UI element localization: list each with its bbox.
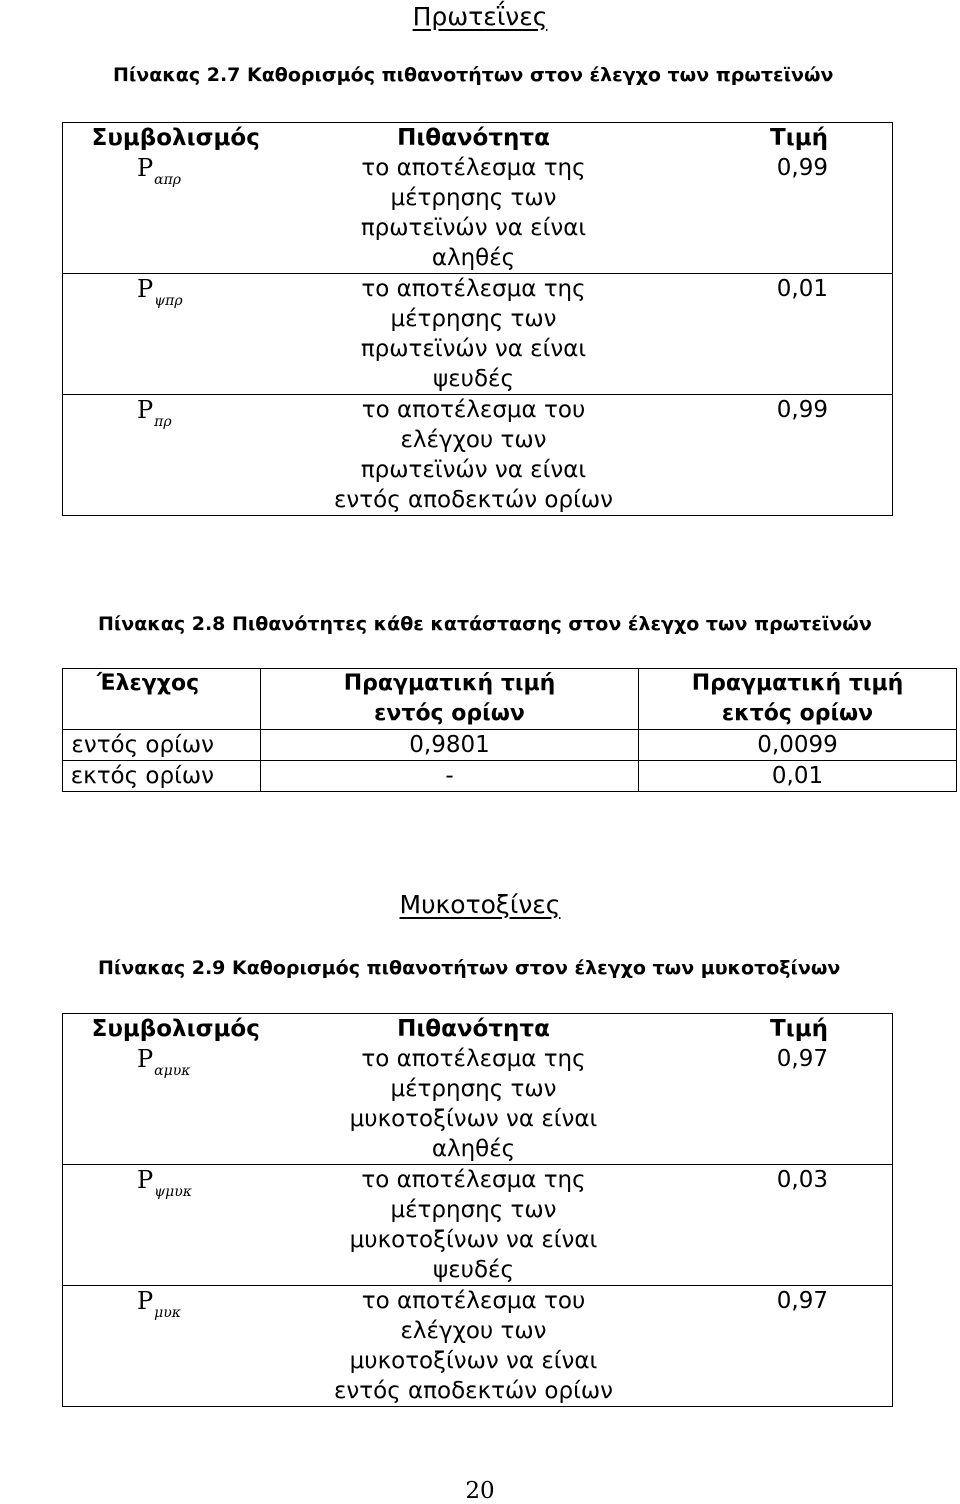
symbol-cell: $P_{\alpha\mu\upsilon\kappa}$ (63, 1044, 289, 1165)
probability-cell: το αποτέλεσμα της μέτρησης των μυκοτοξίνων να είναι αληθές (289, 1044, 659, 1165)
value-cell: 0,03 (659, 1165, 893, 1286)
table-row (63, 395, 893, 516)
table-2-8 (62, 668, 957, 792)
table-2-7-caption: Πίνακας 2.7 Καθορισμός πιθανοτήτων στον έλεγχο των πρωτεϊνών (113, 64, 834, 86)
table-2-9-caption: Πίνακας 2.9 Καθορισμός πιθανοτήτων στον έλεγχο των μυκοτοξίνων (98, 957, 841, 979)
table-header-row (63, 123, 893, 154)
header-probability: Πιθανότητα (397, 125, 550, 151)
table-row (63, 1044, 893, 1165)
symbol-cell: $P_{\mu\upsilon\kappa}$ (137, 1287, 181, 1321)
within-cell: - (261, 761, 639, 792)
symbol-cell: $P_{\alpha\pi\rho}$ (63, 153, 289, 274)
value-cell: 0,99 (776, 397, 828, 423)
table-header-row (63, 669, 957, 730)
value-cell: 0,99 (659, 153, 893, 274)
value-cell: 0,97 (659, 1044, 893, 1165)
probability-cell: το αποτέλεσμα της μέτρησης των μυκοτοξίνων να είναι ψευδές (289, 1165, 659, 1286)
value-cell: 0,01 (659, 274, 893, 395)
table-header-row (63, 1014, 893, 1045)
control-cell: εκτός ορίων (63, 761, 261, 792)
header-value: Τιμή (770, 125, 828, 151)
header-symbol: Συμβολισμός (91, 125, 260, 151)
section-heading-proteins: Πρωτεΐνες (412, 2, 548, 31)
header-actual-outside: Πραγματική τιμή εκτός ορίων (691, 671, 904, 726)
header-actual-within: Πραγματική τιμή εντός ορίων (261, 669, 639, 730)
control-cell: εντός ορίων (63, 730, 261, 761)
probability-cell: το αποτέλεσμα του ελέγχου των πρωτεϊνών να είναι εντός αποδεκτών ορίων (334, 397, 613, 513)
symbol-cell: $P_{\pi\rho}$ (137, 396, 172, 430)
value-cell: 0,97 (776, 1288, 828, 1314)
symbol-cell: $P_{\psi\pi\rho}$ (63, 274, 289, 395)
header-probability: Πιθανότητα (397, 1016, 550, 1042)
outside-cell: 0,0099 (639, 730, 957, 761)
probability-cell: το αποτέλεσμα της μέτρησης των πρωτεϊνών να είναι ψευδές (289, 274, 659, 395)
table-2-9 (62, 1013, 893, 1407)
probability-cell: το αποτέλεσμα του ελέγχου των μυκοτοξίνων να είναι εντός αποδεκτών ορίων (334, 1288, 613, 1404)
table-row (63, 274, 893, 395)
within-cell: 0,9801 (261, 730, 639, 761)
section-heading-mycotoxins: Μυκοτοξίνες (399, 890, 561, 919)
table-2-8-caption: Πίνακας 2.8 Πιθανότητες κάθε κατάστασης στον έλεγχο των πρωτεϊνών (98, 613, 872, 635)
header-symbol: Συμβολισμός (91, 1016, 260, 1042)
table-row (63, 761, 957, 792)
table-row (63, 153, 893, 274)
header-value: Τιμή (770, 1016, 828, 1042)
page-number: 20 (465, 1478, 495, 1504)
table-row (63, 1286, 893, 1407)
outside-cell: 0,01 (639, 761, 957, 792)
table-row (63, 730, 957, 761)
table-2-7 (62, 122, 893, 516)
symbol-cell: $P_{\psi\mu\upsilon\kappa}$ (63, 1165, 289, 1286)
probability-cell: το αποτέλεσμα της μέτρησης των πρωτεϊνών να είναι αληθές (289, 153, 659, 274)
table-row (63, 1165, 893, 1286)
header-control: Έλεγχος (97, 671, 200, 696)
